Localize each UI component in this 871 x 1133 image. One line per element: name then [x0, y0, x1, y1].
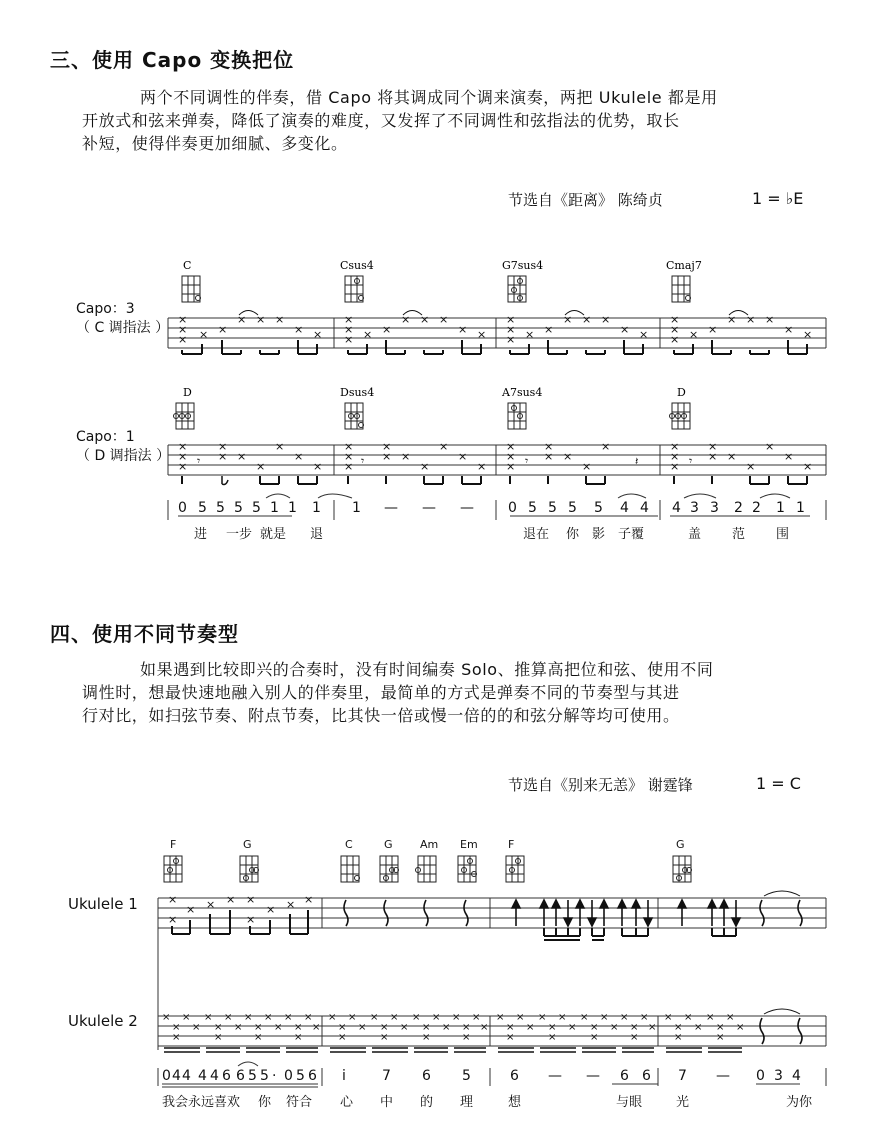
chord-name-G7sus4: G7sus4	[502, 259, 544, 272]
svg-text:×: ×	[506, 333, 516, 346]
svg-text:𝄽: 𝄽	[635, 455, 639, 468]
lyric-b-7: 围	[776, 527, 790, 542]
svg-text:×: ×	[708, 440, 718, 453]
svg-text:×: ×	[182, 1012, 191, 1023]
ukulele2-marks	[162, 1012, 744, 1043]
svg-text:×: ×	[199, 328, 209, 341]
svg-text:×: ×	[286, 898, 296, 911]
chord-diagram-D-2	[670, 403, 691, 429]
section3-score	[0, 250, 871, 550]
svg-text:×: ×	[601, 313, 611, 326]
svg-text:×: ×	[294, 323, 304, 336]
s4-lyric-11: 为你	[786, 1095, 813, 1110]
svg-text:×: ×	[477, 460, 487, 473]
svg-text:×: ×	[294, 1022, 303, 1033]
svg-text:×: ×	[648, 1022, 657, 1033]
section3-key: 1 = ♭E	[752, 189, 804, 208]
s4-lyric-1: 我会永远喜欢	[162, 1095, 241, 1110]
num-m4-1: 4	[672, 500, 681, 516]
s4-lyric-7: 理	[460, 1095, 474, 1110]
svg-text:×: ×	[338, 1022, 347, 1033]
s4-num-12: 5	[296, 1068, 305, 1084]
svg-text:×: ×	[684, 1012, 693, 1023]
svg-text:×: ×	[620, 323, 630, 336]
svg-text:×: ×	[462, 1022, 471, 1033]
num-m1-3: 5	[216, 500, 225, 516]
svg-text:×: ×	[630, 1022, 639, 1033]
svg-text:×: ×	[237, 313, 247, 326]
lyric-b-1: 退在	[523, 527, 550, 542]
svg-text:×: ×	[358, 1022, 367, 1033]
svg-text:×: ×	[580, 1012, 589, 1023]
lyric-b-5: 盖	[688, 527, 702, 542]
s4-num-5: 4	[210, 1068, 219, 1084]
num-m4-4: 2	[734, 500, 743, 516]
svg-text:×: ×	[226, 893, 236, 906]
svg-text:𝄾: 𝄾	[689, 454, 693, 468]
svg-text:×: ×	[516, 1012, 525, 1023]
svg-text:×: ×	[558, 1012, 567, 1023]
num-m1-8: 1	[312, 500, 321, 516]
svg-text:×: ×	[178, 450, 188, 463]
s4-lyric-8: 想	[508, 1095, 522, 1110]
row2-lyrics	[194, 526, 789, 542]
svg-text:×: ×	[480, 1022, 489, 1033]
num-m1-7: 1	[288, 500, 297, 516]
s4-num-m2-2: 7	[382, 1068, 391, 1084]
capo1-text: Capo：1	[76, 429, 135, 445]
num-m1-1: 0	[178, 500, 187, 516]
section3-title: 三、使用 Capo 变换把位	[50, 48, 295, 72]
lyric-b-6: 范	[732, 527, 746, 542]
svg-text:×: ×	[544, 323, 554, 336]
svg-text:×: ×	[506, 323, 516, 336]
svg-text:×: ×	[348, 1012, 357, 1023]
svg-text:×: ×	[544, 440, 554, 453]
chord-diagram-Cmaj7	[672, 276, 691, 302]
svg-text:×: ×	[670, 313, 680, 326]
s4-num-6: 6	[222, 1068, 231, 1084]
svg-text:×: ×	[256, 460, 266, 473]
s4-num-8: 5	[248, 1068, 257, 1084]
svg-text:×: ×	[172, 1022, 181, 1033]
num-m2-3: —	[422, 500, 436, 516]
svg-text:×: ×	[472, 1012, 481, 1023]
s4-num-11: 0	[284, 1068, 293, 1084]
svg-text:×: ×	[274, 1022, 283, 1033]
svg-text:×: ×	[736, 1022, 745, 1033]
svg-text:×: ×	[382, 440, 392, 453]
svg-text:×: ×	[689, 328, 699, 341]
svg-text:×: ×	[506, 450, 516, 463]
s4-lyric-5: 中	[380, 1095, 394, 1110]
svg-text:×: ×	[266, 903, 276, 916]
num-m3-2: 5	[528, 500, 537, 516]
chord-diagram-D	[174, 403, 195, 429]
svg-text:×: ×	[420, 460, 430, 473]
svg-text:×: ×	[506, 313, 516, 326]
section4-paragraph	[82, 658, 822, 727]
svg-text:×: ×	[412, 1012, 421, 1023]
svg-text:×: ×	[708, 323, 718, 336]
svg-text:×: ×	[582, 313, 592, 326]
svg-text:×: ×	[344, 440, 354, 453]
svg-text:×: ×	[506, 440, 516, 453]
section4-lyrics	[162, 1094, 813, 1110]
chord-name-A7sus4: A7sus4	[502, 386, 543, 399]
svg-text:×: ×	[526, 1022, 535, 1033]
svg-text:×: ×	[803, 460, 813, 473]
svg-text:×: ×	[186, 903, 196, 916]
s4-chord-G2: G	[384, 838, 393, 851]
chord-name-D: D	[183, 386, 192, 399]
svg-text:×: ×	[716, 1022, 725, 1033]
svg-text:×: ×	[344, 333, 354, 346]
s4-lyric-4: 心	[340, 1095, 354, 1110]
svg-text:×: ×	[400, 1022, 409, 1033]
s4-num-1: 0	[162, 1068, 171, 1084]
num-m2-1: 1	[352, 500, 361, 516]
s4-num-10: ·	[272, 1068, 277, 1084]
s4-chord-Em: Em	[460, 838, 478, 851]
section3-para-line-2: 开放式和弦来弹奏，降低了演奏的难度，又发挥了不同调性和弦指法的优势，取长	[82, 111, 680, 130]
svg-text:×: ×	[538, 1012, 547, 1023]
svg-text:×: ×	[706, 1012, 715, 1023]
svg-text:×: ×	[590, 1032, 599, 1043]
lyric-a-2: 一步	[226, 527, 253, 542]
num-m3-3: 5	[548, 500, 557, 516]
num-m4-7: 1	[796, 500, 805, 516]
svg-text:×: ×	[380, 1032, 389, 1043]
lyric-a-4: 退	[310, 527, 324, 542]
section3-para-line-1: 两个不同调性的伴奏，借 Capo 将其调成同个调来演奏，两把 Ukulele 都是用	[140, 88, 718, 107]
s4-num-7: 6	[236, 1068, 245, 1084]
s4-num-13: 6	[308, 1068, 317, 1084]
row2-beams	[182, 476, 807, 485]
svg-text:×: ×	[506, 1032, 515, 1043]
svg-text:×: ×	[380, 1022, 389, 1033]
c-fingering-text: （ C 调指法 ）	[76, 320, 170, 336]
section3-paragraph	[82, 86, 822, 155]
lyric-b-4: 子覆	[618, 527, 645, 542]
svg-text:×: ×	[168, 913, 178, 926]
s4-lyric-3: 符合	[286, 1095, 313, 1110]
s4-num-m3-5: 6	[642, 1068, 651, 1084]
svg-text:×: ×	[664, 1012, 673, 1023]
svg-text:×: ×	[338, 1032, 347, 1043]
svg-text:×: ×	[363, 328, 373, 341]
s4-num-m3-4: 6	[620, 1068, 629, 1084]
section4-para-line-2: 调性时，想最快速地融入别人的伴奏里，最简单的方式是弹奏不同的节奏型与其进	[82, 683, 680, 702]
chord-diagram-A7sus4	[508, 403, 526, 429]
svg-text:×: ×	[264, 1012, 273, 1023]
section3-source: 节选自《距离》 陈绮贞	[508, 191, 663, 209]
svg-text:×: ×	[218, 323, 228, 336]
svg-text:×: ×	[458, 450, 468, 463]
svg-text:×: ×	[390, 1012, 399, 1023]
svg-text:×: ×	[432, 1012, 441, 1023]
svg-text:×: ×	[382, 450, 392, 463]
s4-num-m2-1: i	[342, 1068, 346, 1084]
num-m3-5: 5	[594, 500, 603, 516]
svg-text:×: ×	[214, 1032, 223, 1043]
svg-text:×: ×	[382, 323, 392, 336]
section4-numbers	[162, 1068, 801, 1084]
s4-num-m2-4: 5	[462, 1068, 471, 1084]
ukulele1-beams	[172, 910, 736, 940]
svg-text:×: ×	[610, 1022, 619, 1033]
svg-text:×: ×	[224, 1012, 233, 1023]
svg-text:×: ×	[422, 1022, 431, 1033]
svg-text:×: ×	[178, 323, 188, 336]
svg-text:×: ×	[178, 313, 188, 326]
svg-text:×: ×	[548, 1022, 557, 1033]
svg-text:×: ×	[218, 450, 228, 463]
num-m4-5: 2	[752, 500, 761, 516]
section4-para-line-1: 如果遇到比较即兴的合奏时，没有时间编奏 Solo、推算高把位和弦、使用不同	[140, 660, 714, 679]
svg-text:×: ×	[422, 1032, 431, 1043]
svg-text:×: ×	[206, 898, 216, 911]
section4-chord-diagrams	[164, 856, 692, 882]
section4-para-line-3: 行对比，如扫弦节奏、附点节奏，比其快一倍或慢一倍的的和弦分解等均可使用。	[82, 706, 680, 725]
s4-chord-G: G	[243, 838, 252, 851]
lyric-b-2: 你	[566, 527, 580, 542]
svg-text:×: ×	[694, 1022, 703, 1033]
svg-text:×: ×	[275, 440, 285, 453]
s4-num-2: 4	[172, 1068, 181, 1084]
svg-text:×: ×	[496, 1012, 505, 1023]
svg-text:×: ×	[234, 1022, 243, 1033]
svg-text:×: ×	[168, 893, 178, 906]
svg-text:×: ×	[254, 1032, 263, 1043]
s4-num-m4-3: 0	[756, 1068, 765, 1084]
svg-text:×: ×	[568, 1022, 577, 1033]
svg-text:×: ×	[563, 450, 573, 463]
svg-text:×: ×	[506, 460, 516, 473]
svg-text:×: ×	[670, 450, 680, 463]
svg-text:×: ×	[600, 1012, 609, 1023]
svg-text:×: ×	[284, 1012, 293, 1023]
chord-name-D-2: D	[677, 386, 686, 399]
svg-text:×: ×	[716, 1032, 725, 1043]
section4-chord-names	[170, 838, 685, 851]
s4-num-4: 4	[198, 1068, 207, 1084]
svg-text:×: ×	[674, 1032, 683, 1043]
svg-text:×: ×	[401, 450, 411, 463]
svg-text:×: ×	[294, 450, 304, 463]
svg-text:×: ×	[294, 1032, 303, 1043]
s4-num-m3-1: 6	[510, 1068, 519, 1084]
s4-num-m3-2: —	[548, 1068, 562, 1084]
num-m3-4: 5	[568, 500, 577, 516]
svg-text:×: ×	[803, 328, 813, 341]
s4-chord-F: F	[170, 838, 177, 851]
svg-text:×: ×	[275, 313, 285, 326]
num-m2-4: —	[460, 500, 474, 516]
svg-text:×: ×	[439, 440, 449, 453]
num-m4-2: 3	[690, 500, 699, 516]
svg-text:×: ×	[254, 1022, 263, 1033]
d-fingering-text: （ D 调指法 ）	[76, 448, 171, 464]
chord-name-Cmaj7: Cmaj7	[666, 259, 702, 272]
svg-text:×: ×	[344, 323, 354, 336]
s4-chord-G3: G	[676, 838, 685, 851]
s4-num-m4-4: 3	[774, 1068, 783, 1084]
row2-numbers	[178, 500, 805, 516]
svg-text:×: ×	[765, 440, 775, 453]
s4-num-m4-1: 7	[678, 1068, 687, 1084]
svg-text:×: ×	[344, 313, 354, 326]
svg-text:𝄾: 𝄾	[525, 454, 529, 468]
svg-text:×: ×	[640, 1012, 649, 1023]
section4-source: 节选自《别来无恙》 谢霆锋	[508, 776, 693, 794]
svg-text:×: ×	[237, 450, 247, 463]
svg-text:×: ×	[582, 460, 592, 473]
section4-title: 四、使用不同节奏型	[50, 622, 239, 646]
svg-text:×: ×	[746, 313, 756, 326]
svg-text:×: ×	[630, 1032, 639, 1043]
s4-num-m2-3: 6	[422, 1068, 431, 1084]
ukulele1-label: Ukulele 1	[68, 895, 138, 913]
svg-text:×: ×	[218, 440, 228, 453]
svg-text:×: ×	[452, 1012, 461, 1023]
section4-score	[0, 830, 871, 1130]
svg-text:×: ×	[458, 323, 468, 336]
s4-num-3: 4	[182, 1068, 191, 1084]
svg-text:×: ×	[548, 1032, 557, 1043]
svg-text:×: ×	[670, 440, 680, 453]
svg-text:×: ×	[525, 328, 535, 341]
s4-lyric-6: 的	[420, 1095, 434, 1110]
s4-chord-F2: F	[508, 838, 515, 851]
num-m2-2: —	[384, 500, 398, 516]
svg-text:𝄾: 𝄾	[197, 454, 201, 468]
svg-text:×: ×	[328, 1012, 337, 1023]
num-m4-6: 1	[776, 500, 785, 516]
s4-chord-Am: Am	[420, 838, 439, 851]
svg-text:×: ×	[344, 460, 354, 473]
svg-text:×: ×	[726, 1012, 735, 1023]
svg-text:×: ×	[420, 313, 430, 326]
svg-text:×: ×	[601, 440, 611, 453]
svg-text:×: ×	[304, 893, 314, 906]
svg-text:×: ×	[442, 1022, 451, 1033]
chord-diagram-Csus4	[345, 276, 364, 302]
s4-num-9: 5	[260, 1068, 269, 1084]
ukulele2-label: Ukulele 2	[68, 1012, 138, 1030]
svg-text:×: ×	[727, 450, 737, 463]
s4-lyric-9: 与眼	[616, 1095, 643, 1110]
chord-name-Csus4: Csus4	[340, 259, 374, 272]
capo3-text: Capo：3	[76, 301, 135, 317]
svg-text:×: ×	[765, 313, 775, 326]
svg-text:×: ×	[563, 313, 573, 326]
svg-text:×: ×	[178, 460, 188, 473]
section3-para-line-3: 补短，使得伴奏更加细腻、多变化。	[82, 134, 348, 153]
svg-text:×: ×	[620, 1012, 629, 1023]
svg-text:×: ×	[462, 1032, 471, 1043]
svg-text:×: ×	[401, 313, 411, 326]
svg-text:×: ×	[674, 1022, 683, 1033]
lyric-a-3: 就是	[260, 527, 287, 542]
s4-num-m4-5: 4	[792, 1068, 801, 1084]
svg-text:×: ×	[477, 328, 487, 341]
svg-text:×: ×	[214, 1022, 223, 1033]
s4-num-m4-2: —	[716, 1068, 730, 1084]
svg-text:×: ×	[506, 1022, 515, 1033]
svg-text:×: ×	[670, 333, 680, 346]
lyric-a-1: 进	[194, 527, 208, 542]
s4-lyric-10: 光	[676, 1095, 690, 1110]
svg-text:×: ×	[244, 1012, 253, 1023]
svg-text:×: ×	[178, 333, 188, 346]
svg-text:×: ×	[544, 450, 554, 463]
section4-key: 1 = C	[756, 774, 801, 793]
svg-text:×: ×	[312, 1022, 321, 1033]
s4-lyric-2: 你	[258, 1095, 272, 1110]
svg-text:×: ×	[370, 1012, 379, 1023]
num-m4-3: 3	[710, 500, 719, 516]
svg-text:×: ×	[784, 323, 794, 336]
svg-text:×: ×	[172, 1032, 181, 1043]
chord-diagram-Dsus4	[345, 403, 364, 429]
svg-text:×: ×	[746, 460, 756, 473]
num-m1-4: 5	[234, 500, 243, 516]
chord-name-Dsus4: Dsus4	[340, 386, 375, 399]
svg-text:×: ×	[313, 460, 323, 473]
num-m1-2: 5	[198, 500, 207, 516]
svg-text:×: ×	[256, 313, 266, 326]
svg-text:×: ×	[313, 328, 323, 341]
chord-name-C: C	[183, 259, 192, 272]
row2-number-notation	[168, 494, 826, 520]
svg-text:×: ×	[727, 313, 737, 326]
num-m1-6: 1	[270, 500, 279, 516]
num-m1-5: 5	[252, 500, 261, 516]
svg-text:𝄾: 𝄾	[361, 454, 365, 468]
svg-text:×: ×	[192, 1022, 201, 1033]
svg-text:×: ×	[304, 1012, 313, 1023]
s4-num-m3-3: —	[586, 1068, 600, 1084]
chord-diagram-G7sus4	[508, 276, 526, 302]
svg-text:×: ×	[246, 913, 256, 926]
svg-text:×: ×	[639, 328, 649, 341]
svg-text:×: ×	[204, 1012, 213, 1023]
s4-chord-C: C	[345, 838, 353, 851]
svg-text:×: ×	[246, 893, 256, 906]
svg-text:×: ×	[670, 323, 680, 336]
svg-text:×: ×	[439, 313, 449, 326]
svg-text:×: ×	[784, 450, 794, 463]
lyric-b-3: 影	[592, 527, 606, 542]
svg-text:×: ×	[670, 460, 680, 473]
svg-text:×: ×	[708, 450, 718, 463]
num-m3-6: 4	[620, 500, 629, 516]
svg-text:×: ×	[344, 450, 354, 463]
num-m3-7: 4	[640, 500, 649, 516]
svg-text:×: ×	[162, 1012, 171, 1023]
chord-diagram-C	[182, 276, 201, 302]
num-m3-1: 0	[508, 500, 517, 516]
svg-text:×: ×	[590, 1022, 599, 1033]
svg-text:×: ×	[178, 440, 188, 453]
